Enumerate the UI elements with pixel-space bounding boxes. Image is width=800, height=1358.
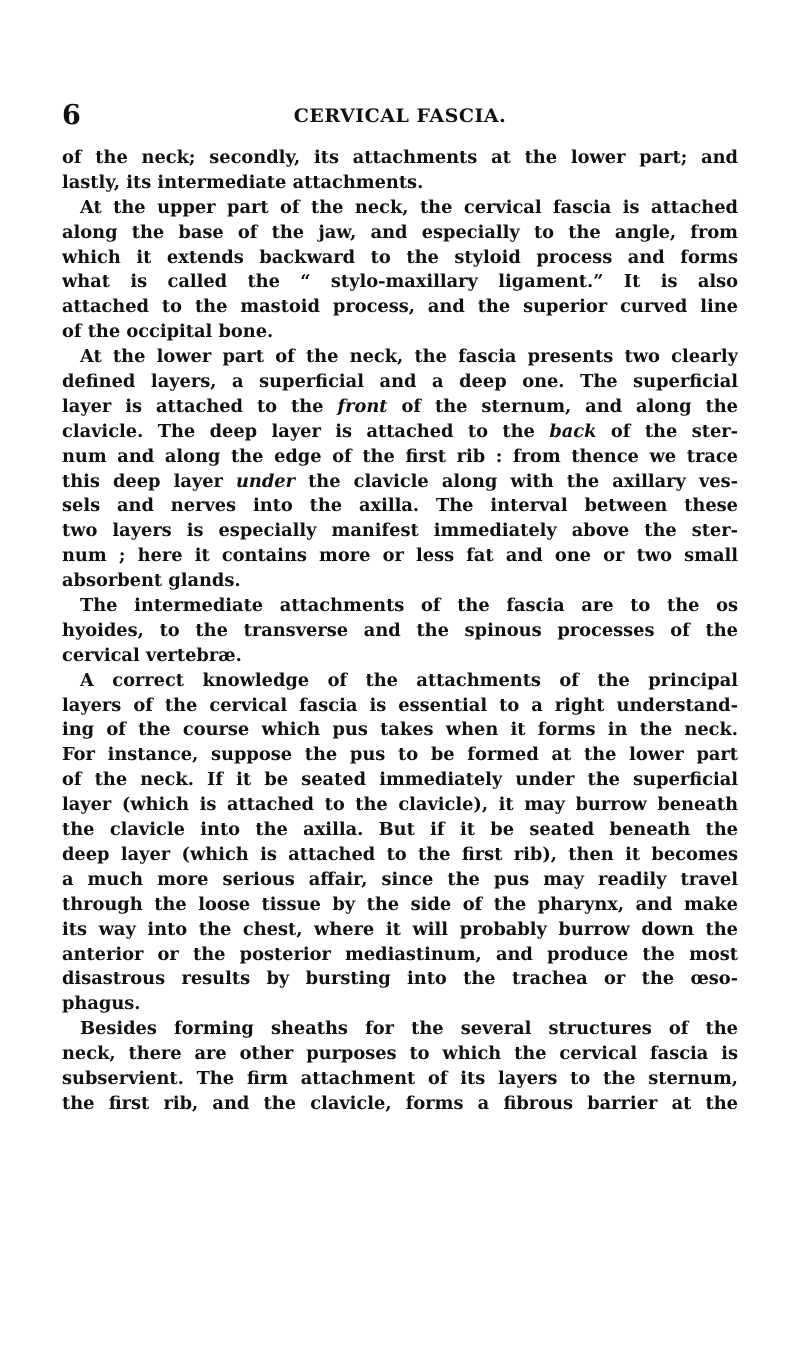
text-line: attached to the mastoid process, and the superior curved line bbox=[62, 296, 738, 318]
text-line: of the occipital bone. bbox=[62, 321, 274, 343]
text-line: two layers is especially manifest immediately above the ster- bbox=[62, 520, 738, 542]
text-line: a much more serious affair, since the pus may readily travel bbox=[62, 868, 738, 890]
text-line bbox=[62, 470, 738, 495]
text-line: At the lower part of the neck, the fascia presents two clearly bbox=[80, 346, 738, 368]
running-title: CERVICAL FASCIA. bbox=[293, 105, 507, 127]
text-line: At the upper part of the neck, the cervical fascia is attached bbox=[80, 196, 738, 218]
text-segment: this deep layer bbox=[62, 470, 223, 492]
text-line: deep layer (which is attached to the first rib), then it becomes bbox=[62, 843, 738, 865]
text-line bbox=[62, 395, 738, 420]
text-line: its way into the chest, where it will probably burrow down the bbox=[62, 918, 738, 940]
text-segment: clavicle. The deep layer is attached to the bbox=[62, 420, 535, 442]
text-line: which it extends backward to the styloid process and forms bbox=[62, 246, 738, 268]
text-line: A correct knowledge of the attachments of the principal bbox=[80, 669, 738, 691]
text-line: of the neck; secondly, its attachments at the lower part; and bbox=[62, 147, 738, 168]
text-line: sels and nerves into the axilla. The interval between these bbox=[62, 495, 738, 517]
text-line: Besides forming sheaths for the several structures of the bbox=[80, 1018, 738, 1040]
text-line: disastrous results by bursting into the trachea or the œso- bbox=[62, 968, 738, 990]
page-header bbox=[62, 98, 738, 134]
body-text bbox=[62, 146, 738, 1117]
text-line: ing of the course which pus takes when it forms in the neck. bbox=[62, 719, 738, 741]
text-line: For instance, suppose the pus to be formed at the lower part bbox=[62, 744, 738, 766]
text-line: cervical vertebræ. bbox=[62, 644, 242, 666]
text-line: the clavicle into the axilla. But if it be seated beneath the bbox=[62, 819, 738, 841]
text-segment: of the sternum, and along the bbox=[401, 395, 738, 417]
text-line: The intermediate attachments of the fascia are to the os bbox=[80, 595, 738, 617]
text-line: along the base of the jaw, and especially to the angle, from bbox=[62, 221, 738, 243]
text-segment: the clavicle along with the axillary ves- bbox=[308, 470, 738, 492]
text-line bbox=[62, 420, 738, 445]
emphasis-under: under bbox=[236, 470, 295, 492]
text-line: absorbent glands. bbox=[62, 570, 241, 592]
text-line: of the neck. If it be seated immediately under the superficial bbox=[62, 769, 738, 791]
text-line: layer (which is attached to the clavicle), it may burrow beneath bbox=[62, 794, 738, 816]
text-line: anterior or the posterior mediastinum, and produce the most bbox=[62, 943, 738, 965]
emphasis-back: back bbox=[549, 420, 597, 442]
text-line: subservient. The firm attachment of its layers to the sternum, bbox=[62, 1067, 738, 1089]
text-line: the first rib, and the clavicle, forms a fibrous barrier at the bbox=[62, 1092, 738, 1114]
text-line: num and along the edge of the first rib : from thence we trace bbox=[62, 445, 738, 467]
text-line: hyoides, to the transverse and the spinous processes of the bbox=[62, 619, 738, 641]
text-segment: of the ster- bbox=[610, 420, 738, 442]
text-line: defined layers, a superficial and a deep one. The superficial bbox=[62, 371, 738, 393]
page-number: 6 bbox=[62, 100, 81, 131]
text-line: layers of the cervical fascia is essential to a right understand- bbox=[62, 694, 738, 716]
text-line: phagus. bbox=[62, 993, 141, 1015]
text-line: what is called the “ stylo-maxillary ligament.” It is also bbox=[62, 271, 738, 293]
text-line: neck, there are other purposes to which the cervical fascia is bbox=[62, 1043, 738, 1065]
emphasis-front: front bbox=[337, 395, 388, 417]
text-line: lastly, its intermediate attachments. bbox=[62, 171, 424, 193]
text-segment: layer is attached to the bbox=[62, 395, 324, 417]
text-line: num ; here it contains more or less fat and one or two small bbox=[62, 545, 738, 567]
text-line: through the loose tissue by the side of the pharynx, and make bbox=[62, 893, 738, 915]
